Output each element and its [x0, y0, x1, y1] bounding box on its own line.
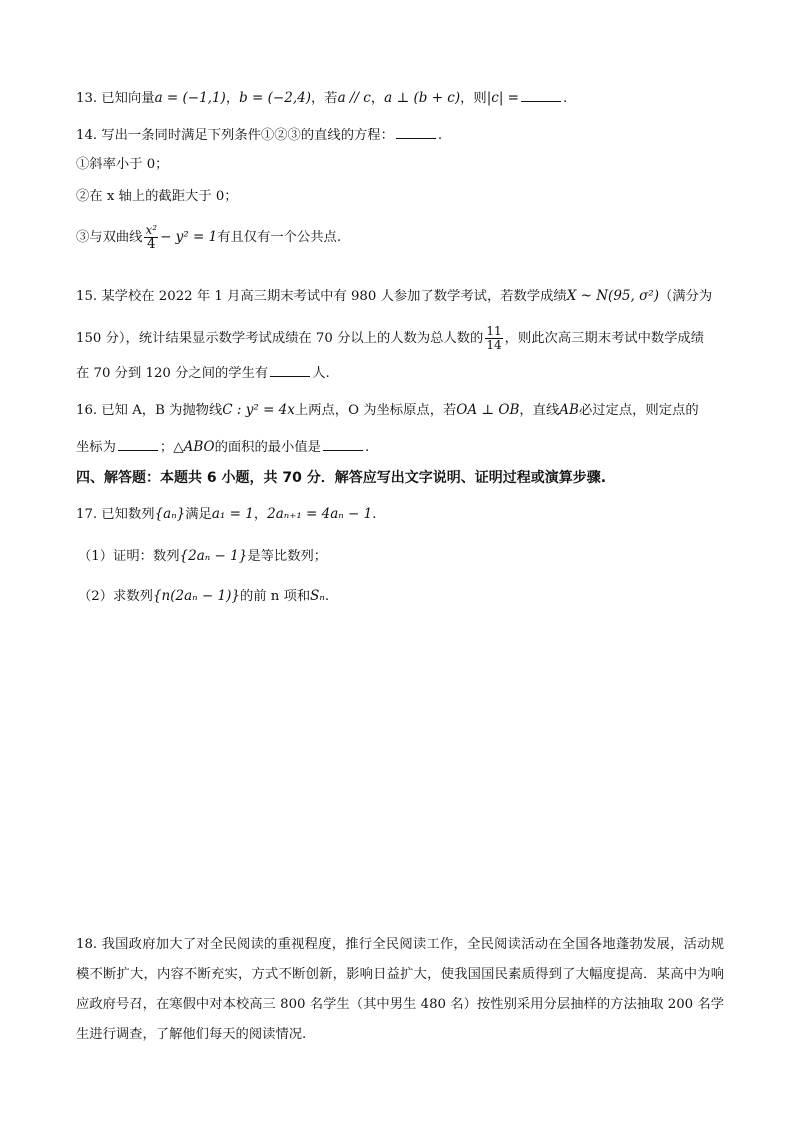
- question-15-line-1: [76, 287, 712, 306]
- q17-part1-suffix: 是等比数列；: [247, 549, 328, 564]
- q16-part4: 必过定点，则定点的: [578, 403, 699, 418]
- q14-answer-blank[interactable]: [396, 126, 436, 139]
- q13-end: .: [563, 91, 568, 106]
- section-4-heading: 四、解答题：本题共 6 小题，共 70 分．解答应写出文字说明、证明过程或演算步骤.: [76, 470, 607, 486]
- q16-part6: ；: [159, 440, 174, 455]
- q13-parallel-condition: a // c: [337, 90, 371, 106]
- q17-part1-sequence: {2aₙ − 1}: [179, 548, 248, 564]
- question-15-line-2: [76, 325, 704, 352]
- q17-part2-end: .: [324, 589, 330, 604]
- q15-fraction: [485, 325, 502, 352]
- q16-line-ab: AB: [559, 402, 579, 418]
- q14-condition-3: [76, 224, 341, 251]
- q17-stem-prefix: 17. 已知数列: [76, 507, 155, 522]
- q14-hyperbola-rest: − y² = 1: [160, 229, 218, 245]
- q15-distribution: X ~ N(95, σ²): [566, 288, 659, 304]
- q17-part2-prefix: （2）求数列: [78, 589, 153, 604]
- q14-cond3-prefix: ③与双曲线: [76, 230, 143, 245]
- q13-condition-prefix: ，若: [310, 91, 338, 106]
- q15-part1: 15. 某学校在 2022 年 1 月高三期末考试中有 980 人参加了数学考试，若数学成绩: [76, 289, 567, 304]
- question-18-text: 18. 我国政府加大了对全民阅读的重视程度，推行全民阅读工作，全民阅读活动在全国各地蓬勃发展，活动规模不断扩大，内容不断充实，方式不断创新，影响日益扩大，使我国国民素质得到了大幅度提高．某高中为响应政府号召，在寒假中对本校高三 800 名学生（其中男生 480 名）按性别采用分层抽样的方法抽取 200 名学生进行调查，了解他们每天的阅读情况.: [76, 937, 724, 1042]
- q15-part6: 人.: [312, 366, 330, 381]
- q14-hyperbola-numerator: x²: [145, 223, 158, 237]
- q17-part2-suffix: 的前 n 项和: [239, 589, 311, 604]
- q17-part-2: [78, 587, 329, 606]
- q13-answer-blank[interactable]: [521, 89, 561, 102]
- q13-perpendicular-condition: a ⊥ (b + c): [384, 90, 461, 106]
- q13-ask: ，则: [460, 91, 487, 106]
- q14-hyperbola-fraction: [144, 224, 158, 251]
- question-16-line-2: [76, 438, 369, 457]
- q15-fraction-numerator: 11: [486, 324, 502, 338]
- q17-part-1: [78, 547, 327, 566]
- q17-part2-sequence: {n(2aₙ − 1)}: [152, 588, 240, 604]
- q14-cond3-suffix: 有且仅有一个公共点.: [217, 230, 342, 245]
- q14-hyperbola-denominator: 4: [146, 236, 156, 252]
- q15-fraction-denominator: 14: [486, 338, 502, 352]
- question-13: 13. 已知向量a = (−1,1)，b = (−2,4)，若a // c，a ⊥ (b + c)，则|c| = .: [76, 90, 568, 106]
- q13-vector-a: a = (−1,1): [154, 90, 226, 106]
- q13-norm-c: |c| =: [486, 90, 519, 106]
- q14-condition-2: ②在 x 轴上的截距大于 0；: [76, 189, 238, 204]
- question-17-stem: [76, 505, 376, 524]
- q17-separator: ，: [253, 507, 268, 522]
- q16-end: .: [364, 440, 370, 455]
- q14-stem-text: 14. 写出一条同时满足下列条件①②③的直线的方程：: [76, 128, 394, 143]
- q17-stem-mid: 满足: [185, 507, 212, 522]
- q16-answer-blank-2[interactable]: [323, 438, 363, 451]
- q17-part1-prefix: （1）证明：数列: [78, 549, 180, 564]
- q14-condition-1: ①斜率小于 0；: [76, 157, 169, 172]
- q16-perpendicular: OA ⊥ OB: [456, 402, 520, 418]
- question-16-line-1: [76, 401, 699, 420]
- q14-end: .: [437, 128, 443, 143]
- q16-parabola: C : y² = 4x: [222, 402, 295, 418]
- q15-part4: ，则此次高三期末考试中数学成绩: [504, 331, 705, 346]
- q16-part5: 坐标为: [76, 440, 116, 455]
- q13-prefix: 13. 已知向量: [76, 91, 155, 106]
- q16-triangle: △ABO: [173, 439, 215, 455]
- q15-answer-blank[interactable]: [270, 364, 310, 377]
- q16-part2: 上两点，O 为坐标原点，若: [294, 403, 457, 418]
- q17-sequence: {aₙ}: [154, 506, 186, 522]
- question-14-stem: [76, 126, 442, 145]
- q13-vector-b: b = (−2,4): [239, 90, 311, 106]
- question-15-line-3: [76, 364, 330, 383]
- q15-part2: （满分为: [658, 289, 713, 304]
- q17-stem-end: .: [372, 507, 377, 522]
- q15-part3: 150 分），统计结果显示数学考试成绩在 70 分以上的人数为总人数的: [76, 331, 484, 346]
- q16-part1: 16. 已知 A，B 为抛物线: [76, 403, 223, 418]
- q16-answer-blank-1[interactable]: [118, 438, 158, 451]
- q17-part2-sum: Sₙ: [310, 588, 325, 604]
- q17-initial-condition: a₁ = 1: [211, 506, 254, 522]
- q17-recursion: 2aₙ₊₁ = 4aₙ − 1: [267, 506, 373, 522]
- q16-part7: 的面积的最小值是: [214, 440, 321, 455]
- q16-part3: ，直线: [519, 403, 560, 418]
- q15-part5: 在 70 分到 120 分之间的学生有: [76, 366, 269, 381]
